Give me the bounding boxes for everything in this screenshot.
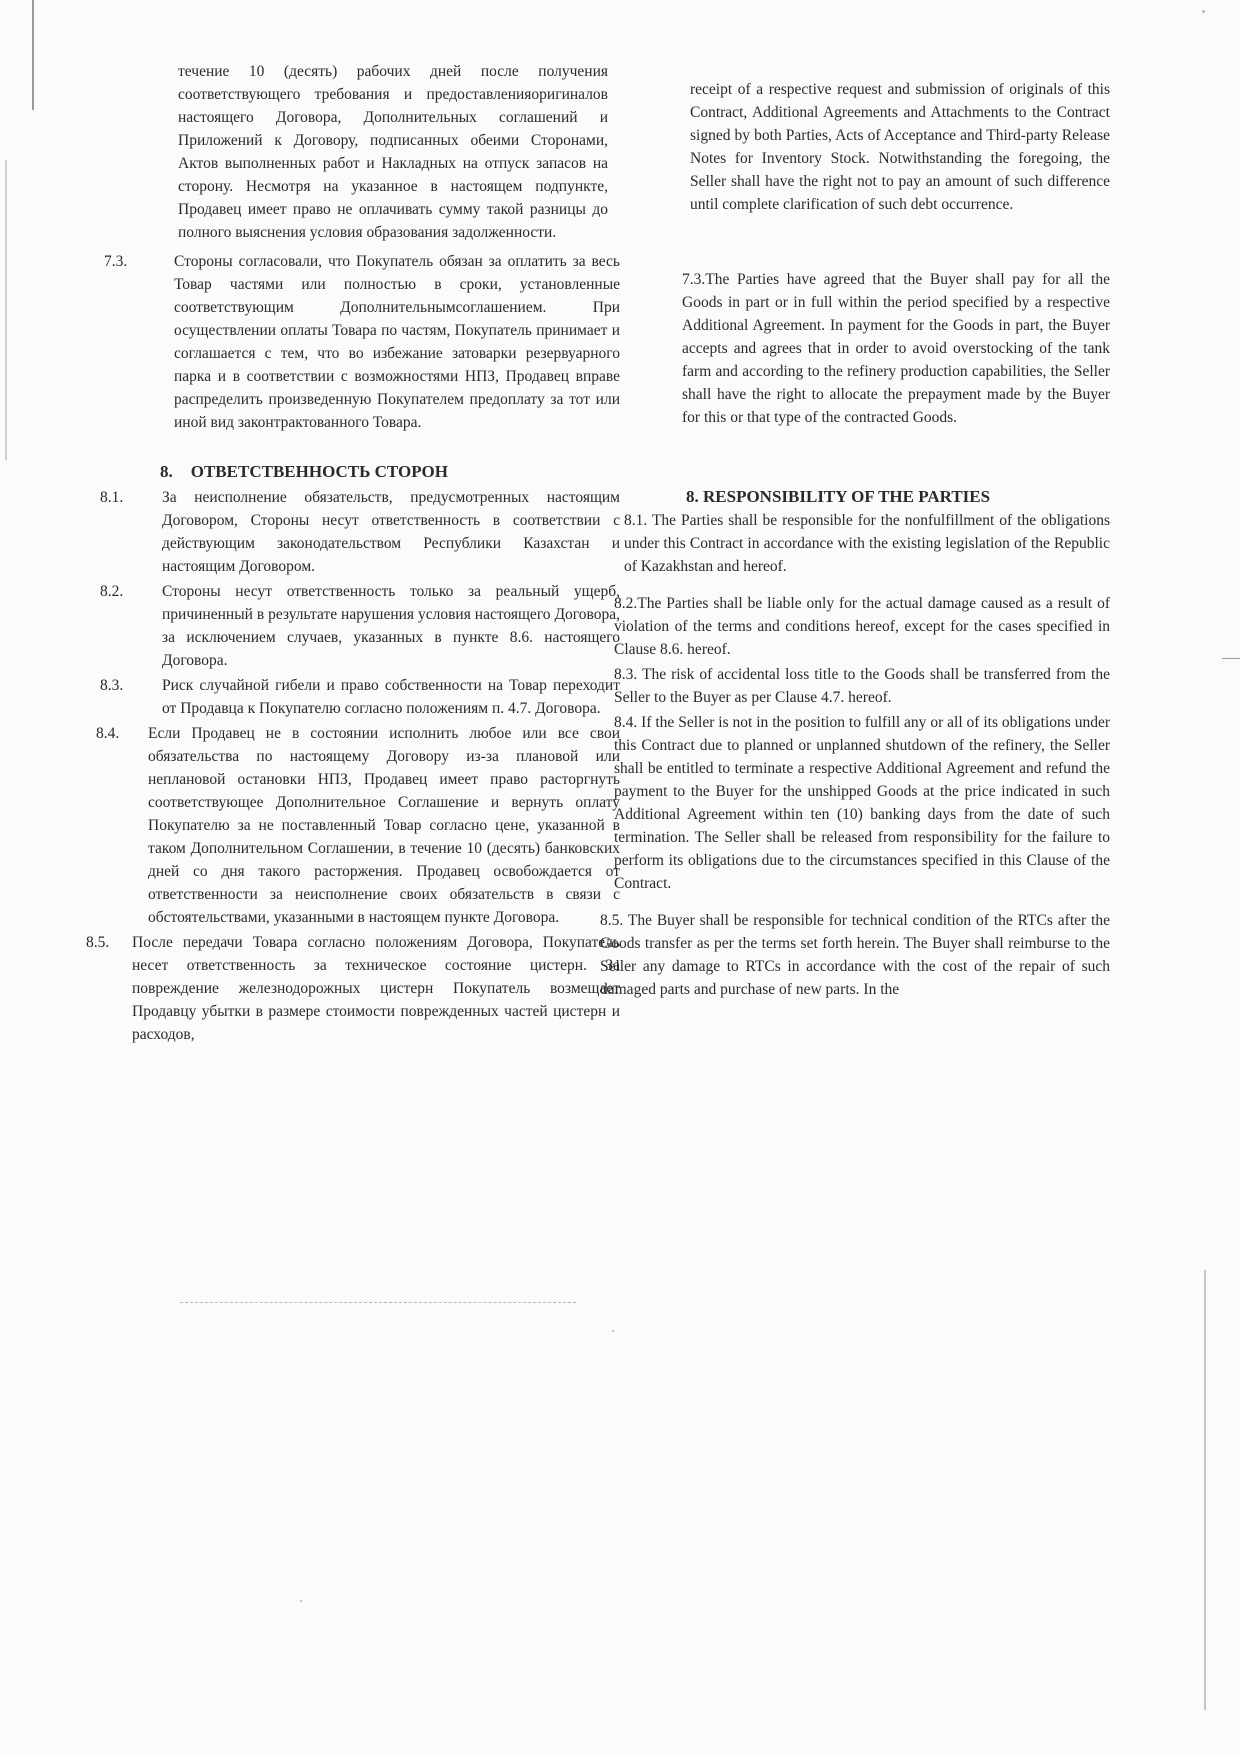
left-scan-edge-mark	[32, 0, 34, 110]
ru-clause-8-1-number: 8.1.	[100, 489, 124, 506]
scan-speck	[612, 1330, 614, 1332]
scan-speck	[300, 1600, 302, 1602]
ru-section-8-title: ОТВЕТСТВЕННОСТЬ СТОРОН	[190, 462, 448, 481]
trailing-dashed-rule	[180, 1302, 576, 1303]
ru-clause-8-3-text: Риск случайной гибели и право собственности на Товар переходит от Продавца к Покупателю согласно положениям п. 4.7. Договора.	[162, 677, 620, 717]
en-clause-8-2: 8.2.The Parties shall be liable only for the actual damage caused as a result of violation of the terms and conditions hereof, except for the cases specified in Clause 8.6. hereof.	[614, 595, 1110, 658]
ru-clause-7-3-number: 7.3.	[104, 253, 128, 270]
en-clause-8-4: 8.4. If the Seller is not in the position to fulfill any or all of its obligations under this Contract due to planned or unplanned shutdown of the refinery, the Seller shall be entitled to terminate a respective Additional Agreement and refund the payment to the Buyer for the unshipped Goods at the price indicated in such Additional Agreement within ten (10) banking days from the date of such termination. The Seller shall be released from responsibility for the failure to perform its obligations due to the circumstances specified in this Clause of the Contract.	[614, 714, 1110, 892]
ru-section-8-heading	[160, 460, 620, 484]
ru-clause-8-4	[80, 722, 620, 929]
ru-clause-8-2-text: Стороны несут ответственность только за реальный ущерб, причиненный в результате нарушения условия настоящего Договора, за исключением случаев, указанных в пункте 8.6. настоящего Договора.	[162, 583, 620, 669]
ru-clause-8-3-number: 8.3.	[100, 677, 124, 694]
en-clause-8-3: 8.3. The risk of accidental loss title to the Goods shall be transferred from the Seller to the Buyer as per Clause 4.7. hereof.	[614, 666, 1110, 706]
right-scan-edge-mark	[1204, 1270, 1206, 1710]
ru-clause-8-5-number: 8.5.	[86, 934, 110, 951]
ru-clause-7-3-text: Стороны согласовали, что Покупатель обязан за оплатить за весь Товар частями или полностью в сроки, установленные соответствующим Дополнительнымсоглашением. При осуществлении оплаты Товара по частям, Покупатель принимает и соглашается с тем, что во избежание затоварки резервуарного парка и в соответствии с возможностями НПЗ, Продавец вправе распределить произведенную Покупателем предоплату за тот или иной вид законтрактованного Товара.	[174, 253, 620, 431]
ru-clause-8-4-number: 8.4.	[96, 725, 120, 742]
ru-clause-8-1-text: За неисполнение обязательств, предусмотренных настоящим Договором, Стороны несут ответственность в соответствии с действующим законодательством Республики Казахстан и настоящим Договором.	[162, 489, 620, 575]
ru-clause-8-3	[80, 674, 620, 720]
ru-section-8-number: 8.	[160, 462, 173, 481]
russian-column	[80, 60, 620, 1046]
right-edge-tick	[1222, 658, 1240, 659]
ru-clause-7-2-continuation: течение 10 (десять) рабочих дней после получения соответствующего требования и предоставленияоригиналов настоящего Договора, Дополнительных соглашений и Приложений к Договору, подписанных обеими Сторонами, Актов выполненных работ и Накладных на отпуск запасов на сторону. Несмотря на указанное в настоящем подпункте, Продавец имеет право не оплачивать сумму такой разницы до полного выяснения условия образования задолженности.	[178, 63, 608, 241]
ru-clause-8-5-text: После передачи Товара согласно положениям Договора, Покупатель несет ответственность за техническое состояние цистерн. За повреждение железнодорожных цистерн Покупатель возмещает Продавцу убытки в размере стоимости поврежденных частей цистерн и расходов,	[132, 934, 620, 1043]
ru-clause-8-4-text: Если Продавец не в состоянии исполнить любое или все свои обязательства по настоящему Договору из-за плановой или неплановой остановки НПЗ, Продавец имеет право расторгнуть соответствующее Дополнительное Соглашение и вернуть оплату Покупателю за не поставленный Товар согласно цене, указанной в таком Дополнительном Соглашении, в течение 10 (десять) банковских дней со дня такого расторжения. Продавец освобождается от ответственности за неисполнение своих обязательств в связи с обстоятельствами, указанными в настоящем пункте Договора.	[148, 725, 620, 926]
ru-clause-8-2	[80, 580, 620, 672]
ru-clause-8-1	[80, 486, 620, 578]
en-clause-8-5: 8.5. The Buyer shall be responsible for technical condition of the RTCs after the Goods transfer as per the terms set forth herein. The Buyer shall reimburse to the Seller any damage to RTCs in accordance with the cost of the repair of such damaged parts and purchase of new parts. In the	[600, 912, 1110, 998]
ru-clause-7-3	[80, 250, 620, 434]
en-clause-7-2-continuation: receipt of a respective request and submission of originals of this Contract, Additional Agreements and Attachments to the Contract signed by both Parties, Acts of Acceptance and Third-party Release Notes for Inventory Stock. Notwithstanding the foregoing, the Seller shall have the right not to pay an amount of such difference until complete clarification of such debt occurrence.	[690, 81, 1110, 213]
english-column	[600, 78, 1110, 1001]
en-clause-8-1: 8.1. The Parties shall be responsible for the nonfulfillment of the obligations under this Contract in accordance with the existing legislation of the Republic of Kazakhstan and hereof.	[624, 512, 1110, 575]
en-section-8-heading: 8. RESPONSIBILITY OF THE PARTIES	[686, 487, 991, 506]
left-scan-edge-mark-2	[5, 160, 7, 460]
en-clause-7-3: 7.3.The Parties have agreed that the Buyer shall pay for all the Goods in part or in full within the period specified by a respective Additional Agreement. In payment for the Goods in part, the Buyer accepts and agrees that in order to avoid overstocking of the tank farm and according to the refinery production capabilities, the Seller shall have the right to allocate the prepayment made by the Buyer for this or that type of the contracted Goods.	[682, 271, 1110, 426]
ru-clause-8-5	[80, 931, 620, 1046]
scan-speck	[1202, 10, 1205, 13]
ru-clause-8-2-number: 8.2.	[100, 583, 124, 600]
